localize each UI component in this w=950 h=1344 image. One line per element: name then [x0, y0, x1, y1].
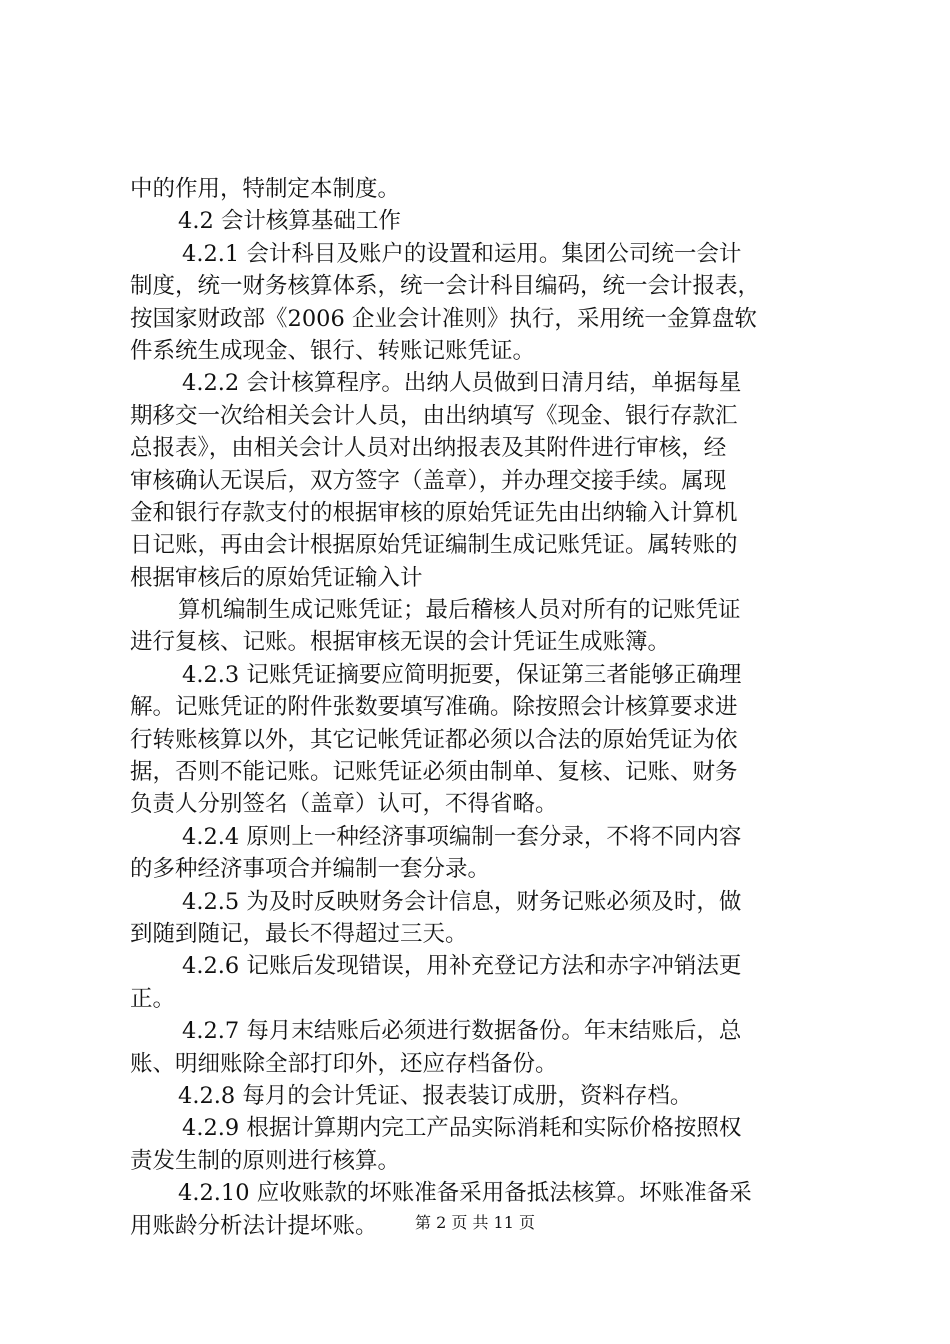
paragraph-start: 4.2.10 应收账款的坏账准备采用备抵法核算。坏账准备采	[178, 1180, 752, 1207]
text-line: 负责人分别签名（盖章）认可，不得省略。	[130, 791, 558, 818]
text-line: 总报表》，由相关会计人员对出纳报表及其附件进行审核，经	[130, 435, 727, 462]
paragraph-start: 4.2.3 记账凭证摘要应简明扼要，保证第三者能够正确理	[182, 661, 742, 688]
paragraph-start: 算机编制生成记账凭证；最后稽核人员对所有的记账凭证	[178, 597, 741, 624]
section-heading: 4.2 会计核算基础工作	[178, 208, 401, 235]
text-line: 的多种经济事项合并编制一套分录。	[130, 856, 491, 883]
text-line: 制度，统一财务核算体系，统一会计科目编码，统一会计报表，	[130, 273, 761, 300]
text-line: 进行复核、记账。根据审核无误的会计凭证生成账簿。	[130, 629, 671, 656]
page-number-footer: 第 2 页 共 11 页	[415, 1213, 535, 1232]
text-line: 到随到随记，最长不得超过三天。	[130, 920, 468, 947]
text-line: 中的作用，特制定本制度。	[130, 176, 401, 202]
document-body	[130, 173, 830, 1242]
text-line: 行转账核算以外，其它记帐凭证都必须以合法的原始凭证为依	[130, 726, 738, 753]
text-line: 日记账，再由会计根据原始凭证编制生成记账凭证。属转账的	[130, 532, 738, 559]
paragraph-start: 4.2.2 会计核算程序。出纳人员做到日清月结，单据每星	[182, 370, 742, 397]
text-line: 解。记账凭证的附件张数要填写准确。除按照会计核算要求进	[130, 694, 738, 721]
text-line: 金和银行存款支付的根据审核的原始凭证先由出纳输入计算机	[130, 499, 738, 526]
paragraph-start: 4.2.1 会计科目及账户的设置和运用。集团公司统一会计	[182, 240, 742, 267]
text-line: 件系统生成现金、银行、转账记账凭证。	[130, 337, 536, 364]
paragraph-start: 4.2.7 每月末结账后必须进行数据备份。年末结账后，总	[182, 1018, 742, 1045]
paragraph-start: 4.2.6 记账后发现错误，用补充登记方法和赤字冲销法更	[182, 953, 742, 980]
text-line: 按国家财政部《2006 企业会计准则》执行，采用统一金算盘软	[130, 305, 757, 332]
paragraph-start: 4.2.8 每月的会计凭证、报表装订成册，资料存档。	[178, 1082, 693, 1109]
text-line: 正。	[130, 985, 176, 1012]
text-line: 据，否则不能记账。记账凭证必须由制单、复核、记账、财务	[130, 759, 738, 786]
paragraph-start: 4.2.4 原则上一种经济事项编制一套分录，不将不同内容	[182, 823, 742, 850]
text-line: 责发生制的原则进行核算。	[130, 1147, 401, 1174]
text-line: 账、明细账除全部打印外，还应存档备份。	[130, 1050, 558, 1077]
paragraph-start: 4.2.9 根据计算期内完工产品实际消耗和实际价格按照权	[182, 1115, 742, 1142]
paragraph-start: 4.2.5 为及时反映财务会计信息，财务记账必须及时，做	[182, 888, 742, 915]
text-line: 用账龄分析法计提坏账。	[130, 1212, 378, 1239]
text-line: 期移交一次给相关会计人员，由出纳填写《现金、银行存款汇	[130, 402, 738, 429]
text-line: 根据审核后的原始凭证输入计	[130, 564, 423, 591]
text-line: 审核确认无误后，双方签字（盖章），并办理交接手续。属现	[130, 467, 727, 494]
